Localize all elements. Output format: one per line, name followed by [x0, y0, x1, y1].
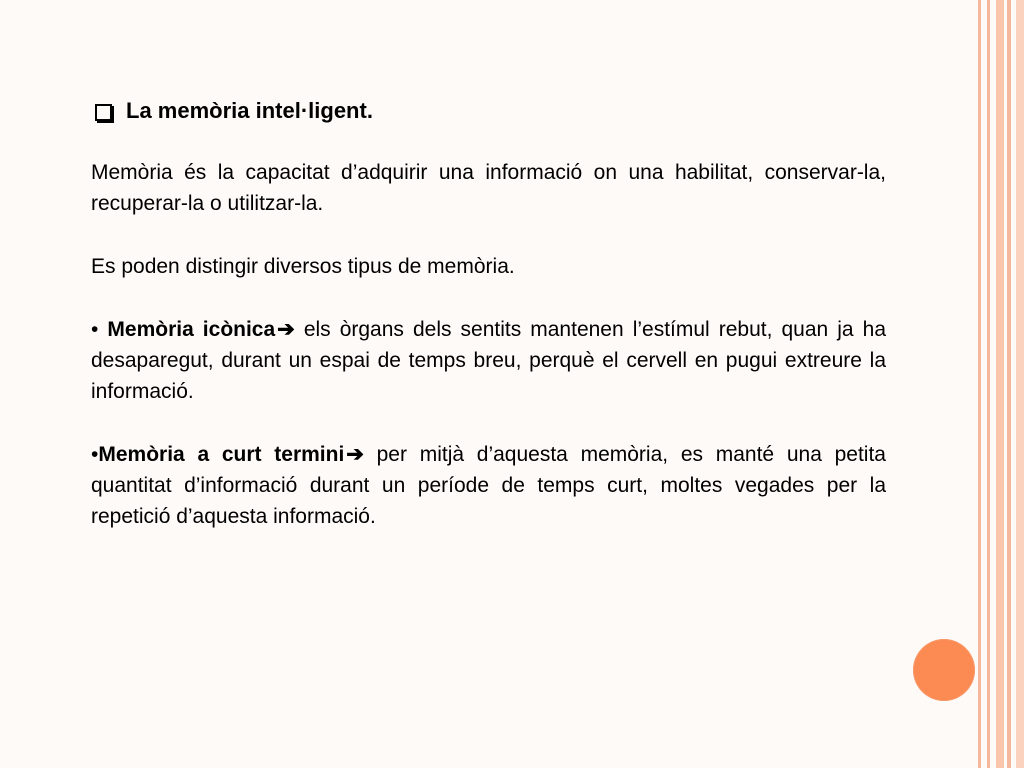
bullet-term: Memòria a curt termini: [98, 443, 345, 466]
decorative-edge-stripes: [978, 0, 1024, 768]
bullet-text: per mitjà d’aquesta memòria, es manté una petita quantitat d’informació durant un període de temps curt, moltes vegades per la repetició d’aquesta informació.: [91, 443, 886, 528]
arrow-right-icon: ➔: [346, 443, 364, 466]
heading-text: La memòria intel·ligent.: [126, 98, 373, 123]
slide-content: [91, 95, 886, 532]
bullet-short-term-memory: [91, 439, 886, 532]
decorative-orange-circle: [913, 639, 975, 701]
definition-paragraph: Memòria és la capacitat d’adquirir una informació on una habilitat, conservar-la, recuperar-la o utilitzar-la.: [91, 161, 886, 215]
edge-stripe: [978, 0, 981, 768]
bullet-marker: •: [91, 318, 108, 341]
arrow-right-icon: ➔: [277, 318, 295, 341]
edge-stripe: [987, 0, 990, 768]
bullet-text: els òrgans dels sentits mantenen l’estímul rebut, quan ja ha desaparegut, durant un espai de temps breu, perquè el cervell en pugui extreure la informació.: [91, 318, 887, 403]
checkbox-bullet-icon: [95, 104, 112, 121]
edge-stripe: [1007, 0, 1011, 768]
bullet-marker: •: [91, 443, 99, 466]
slide-heading: [91, 95, 886, 127]
intro-paragraph: Es poden distingir diversos tipus de memòria.: [91, 255, 515, 278]
edge-stripe: [1016, 0, 1024, 768]
edge-stripe: [996, 0, 1004, 768]
bullet-term: Memòria icònica: [107, 318, 276, 341]
bullet-iconic-memory: [91, 314, 886, 407]
